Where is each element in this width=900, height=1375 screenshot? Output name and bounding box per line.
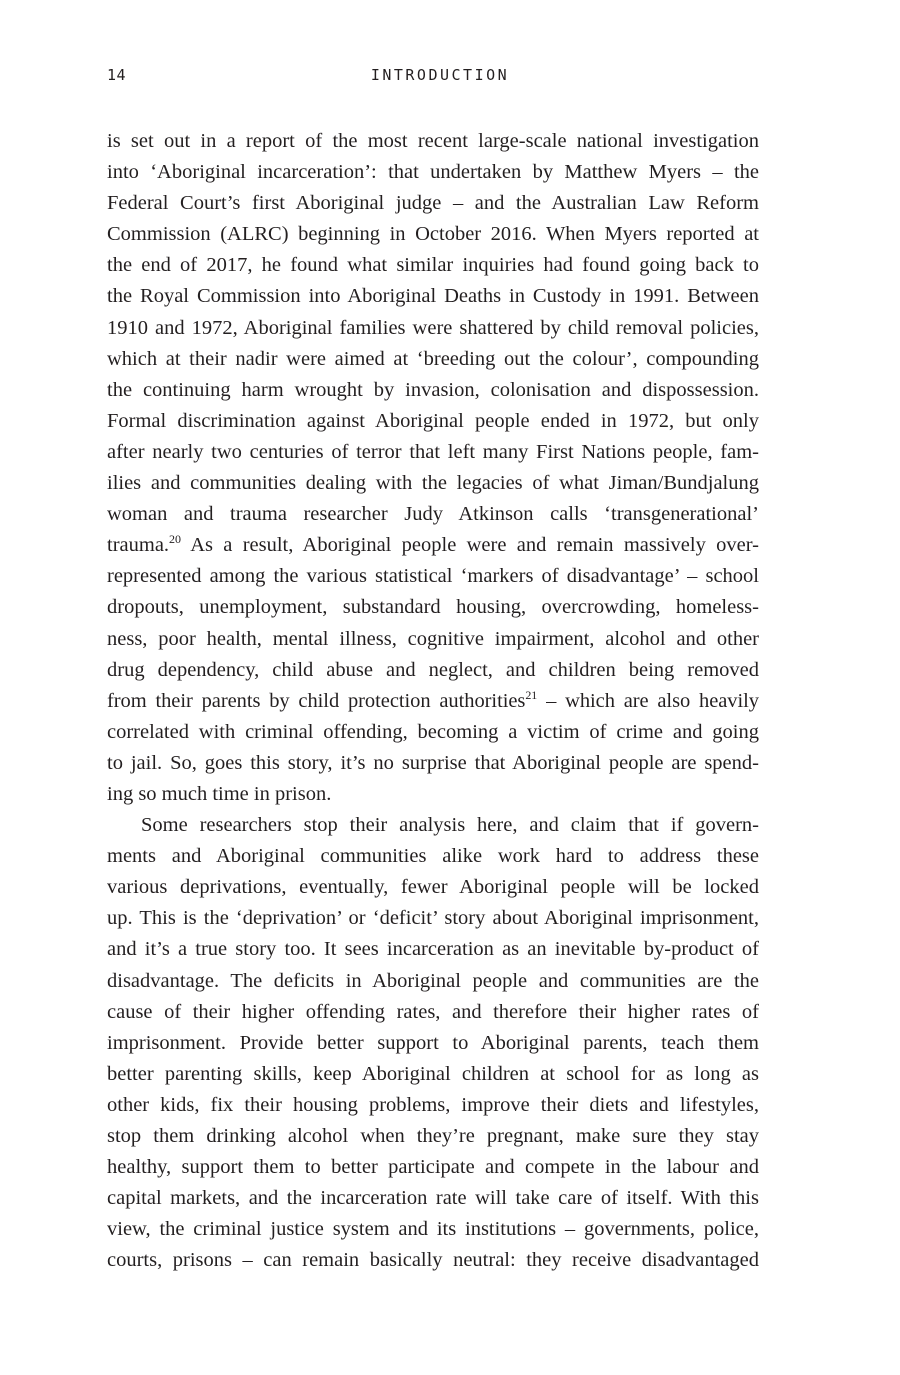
text-line: represented among the various statistical ‘markers of disadvantage’ – school: [107, 565, 759, 588]
chapter-title: INTRODUCTION: [370, 66, 510, 84]
text-line: other kids, fix their housing problems, improve their diets and lifestyles,: [107, 1093, 759, 1116]
text-line: healthy, support them to better participate and compete in the labour and: [107, 1156, 759, 1179]
text-line: the end of 2017, he found what similar inquiries had found going back to: [107, 254, 759, 277]
text-line: Some researchers stop their analysis here, and claim that if govern-: [141, 814, 759, 837]
text-line: to jail. So, goes this story, it’s no surprise that Aboriginal people are spend-: [107, 751, 759, 774]
text-line: disadvantage. The deficits in Aboriginal people and communities are the: [107, 969, 759, 992]
text-line: woman and trauma researcher Judy Atkinson calls ‘transgenerational’: [107, 503, 759, 526]
paragraph-1: [107, 126, 759, 810]
text-segment: As a result, Aboriginal people were and remain massively over-: [181, 534, 759, 557]
text-line: stop them drinking alcohol when they’re pregnant, make sure they stay: [107, 1125, 759, 1147]
text-segment: – which are also heavily: [537, 689, 759, 712]
page-number: 14: [107, 66, 127, 84]
text-line-with-footnote: [107, 530, 759, 561]
text-line: after nearly two centuries of terror that left many First Nations people, fam-: [107, 440, 759, 463]
text-line: up. This is the ‘deprivation’ or ‘deficit’ story about Aboriginal imprisonment,: [107, 907, 759, 930]
footnote-marker-21: 21: [525, 687, 538, 702]
text-line: the Royal Commission into Aboriginal Deaths in Custody in 1991. Between: [107, 285, 759, 308]
text-line: drug dependency, child abuse and neglect, and children being removed: [107, 658, 759, 681]
text-line: Federal Court’s first Aboriginal judge – and the Australian Law Reform: [107, 192, 759, 215]
text-line: 1910 and 1972, Aboriginal families were shattered by child removal policies,: [107, 316, 759, 339]
text-line: capital markets, and the incarceration rate will take care of itself. With this: [107, 1187, 759, 1210]
text-line: cause of their higher offending rates, and therefore their higher rates of: [107, 1000, 759, 1023]
text-line: into ‘Aboriginal incarceration’: that undertaken by Matthew Myers – the: [107, 161, 759, 184]
footnote-marker-20: 20: [169, 532, 182, 547]
text-line: better parenting skills, keep Aboriginal children at school for as long as: [107, 1062, 759, 1085]
text-line: courts, prisons – can remain basically neutral: they receive disadvantaged: [107, 1249, 759, 1272]
text-line-with-footnote: [107, 686, 759, 717]
text-line: correlated with criminal offending, becoming a victim of crime and going: [107, 720, 759, 743]
text-line: various deprivations, eventually, fewer Aboriginal people will be locked: [107, 876, 759, 899]
running-head: [107, 66, 761, 90]
text-line: is set out in a report of the most recent large-scale national investigation: [107, 130, 759, 152]
text-line: ing so much time in prison.: [107, 782, 332, 805]
text-line: Formal discrimination against Aboriginal people ended in 1972, but only: [107, 409, 759, 432]
text-line: view, the criminal justice system and its institutions – governments, police,: [107, 1218, 759, 1241]
text-line: ness, poor health, mental illness, cognitive impairment, alcohol and other: [107, 627, 759, 650]
paragraph-2: [107, 810, 759, 1276]
text-line: dropouts, unemployment, substandard housing, overcrowding, homeless-: [107, 596, 759, 619]
body-text: [107, 126, 759, 1276]
text-line: the continuing harm wrought by invasion, colonisation and dispossession.: [107, 378, 759, 401]
text-line: Commission (ALRC) beginning in October 2016. When Myers reported at: [107, 223, 759, 246]
text-segment: from their parents by child protection authorities: [107, 689, 526, 712]
text-segment: trauma.: [107, 534, 170, 557]
text-line: which at their nadir were aimed at ‘breeding out the colour’, compounding: [107, 347, 759, 370]
text-line: imprisonment. Provide better support to Aboriginal parents, teach them: [107, 1031, 759, 1054]
text-line: ilies and communities dealing with the legacies of what Jiman/Bundjalung: [107, 472, 759, 495]
text-line: and it’s a true story too. It sees incarceration as an inevitable by-product of: [107, 938, 759, 961]
text-line: ments and Aboriginal communities alike work hard to address these: [107, 845, 759, 868]
